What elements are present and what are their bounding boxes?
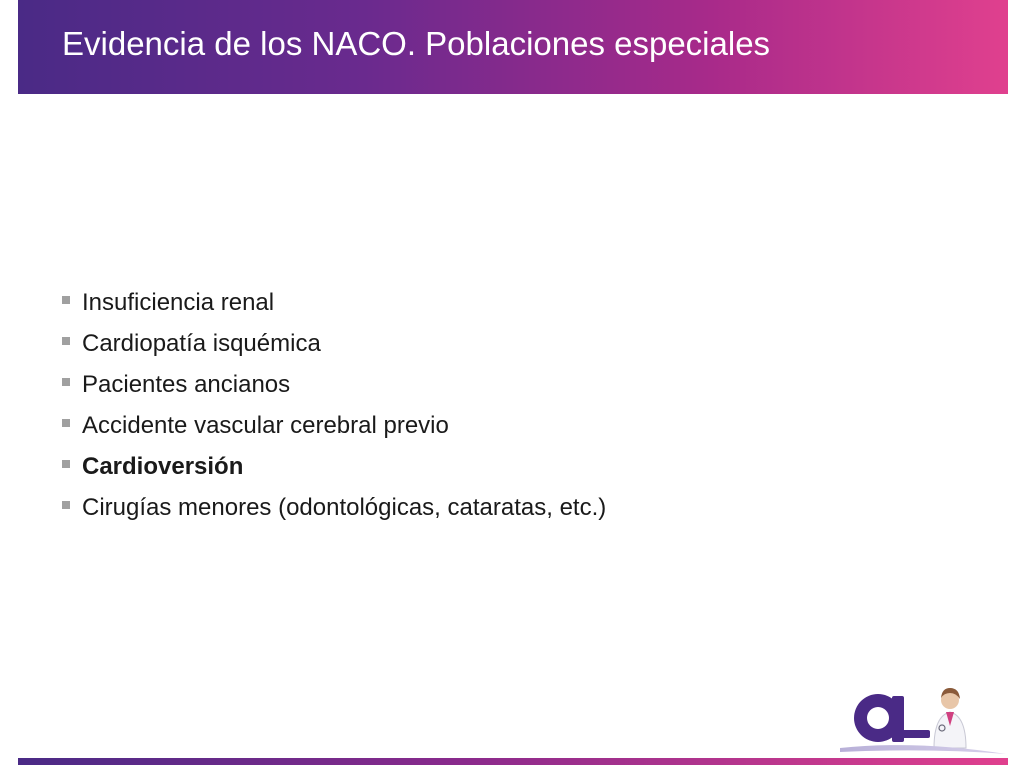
- bullet-text: Accidente vascular cerebral previo: [82, 411, 449, 439]
- square-bullet-icon: [62, 501, 70, 509]
- bullet-text: Pacientes ancianos: [82, 370, 291, 398]
- bullet-text: Insuficiencia renal: [82, 288, 275, 316]
- bullet-text: Cirugías menores (odontológicas, cataratas, etc.): [82, 493, 607, 521]
- bullet-item-cardiopatia-isquemica: [62, 323, 606, 364]
- bottom-bar: [18, 758, 1008, 765]
- square-bullet-icon: [62, 296, 70, 304]
- brand-logo: [838, 682, 1008, 760]
- bullet-item-insuficiencia-renal: [62, 282, 606, 323]
- bullet-item-pacientes-ancianos: [62, 364, 606, 405]
- slide-title: Evidencia de los NACO. Poblaciones especiales: [62, 25, 771, 62]
- square-bullet-icon: [62, 460, 70, 468]
- bullet-text: Cardioversión: [82, 452, 244, 480]
- letter-a-logo-with-doctor-icon: [838, 682, 1008, 760]
- square-bullet-icon: [62, 337, 70, 345]
- square-bullet-icon: [62, 419, 70, 427]
- bullet-item-cardioversion: [62, 446, 606, 487]
- bullet-list: [62, 282, 606, 528]
- square-bullet-icon: [62, 378, 70, 386]
- bullet-text: Cardiopatía isquémica: [82, 329, 321, 357]
- bullet-item-cirugias-menores: [62, 487, 606, 528]
- title-bar: [18, 0, 1008, 94]
- bullet-item-accidente-vascular: [62, 405, 606, 446]
